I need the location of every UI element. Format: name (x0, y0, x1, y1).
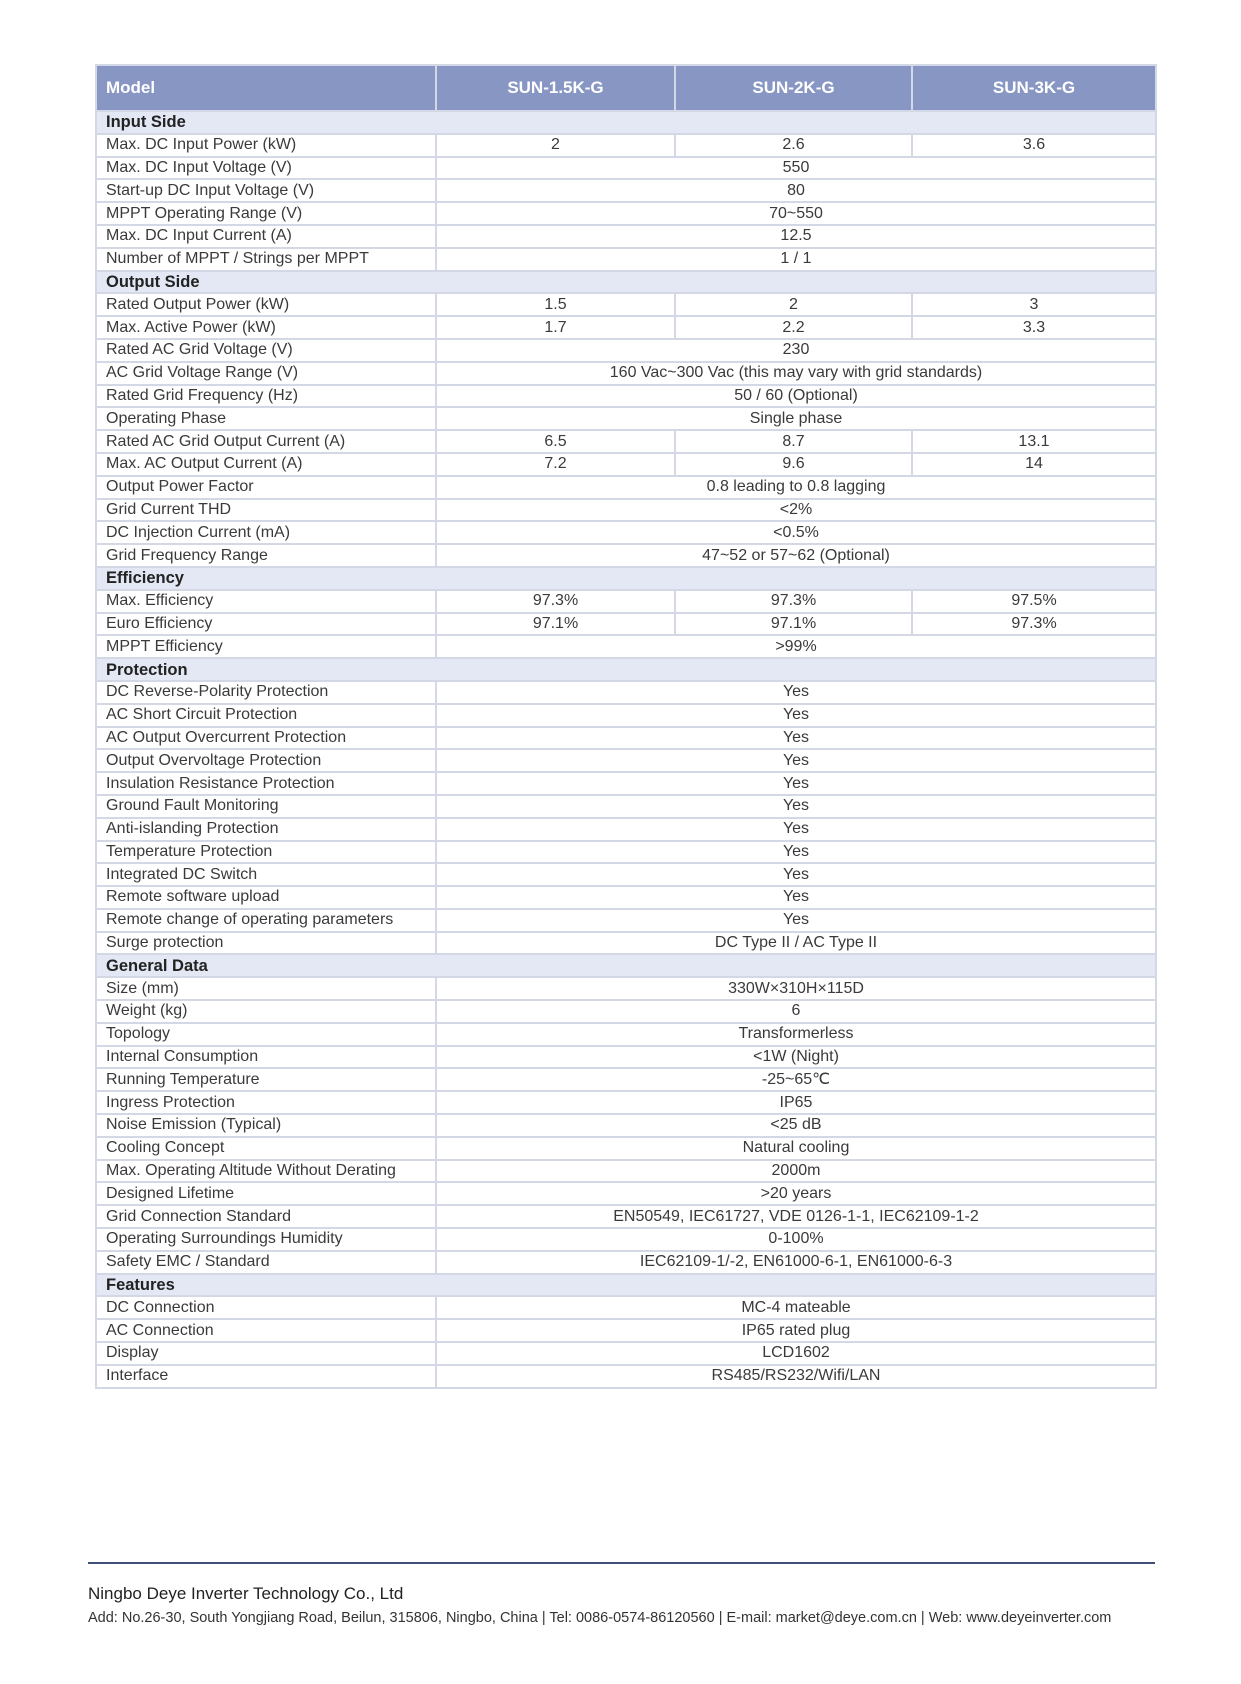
row-value: 80 (436, 179, 1156, 202)
table-row (96, 499, 1156, 522)
row-label: Internal Consumption (96, 1046, 436, 1069)
table-row (96, 1342, 1156, 1365)
row-label: Temperature Protection (96, 841, 436, 864)
table-row (96, 1319, 1156, 1342)
table-row (96, 316, 1156, 339)
table-row (96, 339, 1156, 362)
row-label: Max. AC Output Current (A) (96, 453, 436, 476)
row-label: DC Connection (96, 1296, 436, 1319)
table-row (96, 681, 1156, 704)
row-label: Safety EMC / Standard (96, 1251, 436, 1274)
section-title: Input Side (96, 111, 1156, 134)
row-value: Natural cooling (436, 1137, 1156, 1160)
row-value: 1 / 1 (436, 248, 1156, 271)
row-label: Grid Frequency Range (96, 544, 436, 567)
table-row (96, 157, 1156, 180)
row-label: Designed Lifetime (96, 1182, 436, 1205)
row-value: 47~52 or 57~62 (Optional) (436, 544, 1156, 567)
table-row (96, 521, 1156, 544)
row-label: Running Temperature (96, 1068, 436, 1091)
row-value: Yes (436, 704, 1156, 727)
row-value: 97.3% (912, 613, 1156, 636)
row-label: AC Output Overcurrent Protection (96, 727, 436, 750)
row-value: LCD1602 (436, 1342, 1156, 1365)
section-row (96, 658, 1156, 681)
table-row (96, 293, 1156, 316)
row-label: Max. Operating Altitude Without Derating (96, 1160, 436, 1183)
section-row (96, 1274, 1156, 1297)
row-value: Yes (436, 772, 1156, 795)
row-label: MPPT Operating Range (V) (96, 202, 436, 225)
row-value: 2 (436, 134, 675, 157)
row-value: 1.5 (436, 293, 675, 316)
row-label: Grid Current THD (96, 499, 436, 522)
row-value: Yes (436, 909, 1156, 932)
row-label: Noise Emission (Typical) (96, 1114, 436, 1137)
row-label: Number of MPPT / Strings per MPPT (96, 248, 436, 271)
row-label: Insulation Resistance Protection (96, 772, 436, 795)
section-title: Efficiency (96, 567, 1156, 590)
table-row (96, 863, 1156, 886)
row-value: IP65 (436, 1091, 1156, 1114)
table-header (96, 65, 1156, 111)
row-label: Start-up DC Input Voltage (V) (96, 179, 436, 202)
row-value: MC-4 mateable (436, 1296, 1156, 1319)
row-label: Operating Phase (96, 407, 436, 430)
spec-table (95, 64, 1157, 1389)
row-value: Yes (436, 841, 1156, 864)
row-label: Surge protection (96, 932, 436, 955)
table-row (96, 1046, 1156, 1069)
company-name: Ningbo Deye Inverter Technology Co., Ltd (88, 1584, 404, 1603)
row-value: <2% (436, 499, 1156, 522)
row-value: 2.6 (675, 134, 912, 157)
table-row (96, 1296, 1156, 1319)
row-value: 97.3% (675, 590, 912, 613)
row-label: Anti-islanding Protection (96, 818, 436, 841)
table-row (96, 635, 1156, 658)
row-value: 13.1 (912, 430, 1156, 453)
table-row (96, 727, 1156, 750)
table-row (96, 476, 1156, 499)
row-label: Remote software upload (96, 886, 436, 909)
row-value: Yes (436, 886, 1156, 909)
section-row (96, 567, 1156, 590)
row-value: 12.5 (436, 225, 1156, 248)
table-row (96, 385, 1156, 408)
section-title: Features (96, 1274, 1156, 1297)
table-row (96, 1205, 1156, 1228)
section-title: General Data (96, 954, 1156, 977)
row-value: 2.2 (675, 316, 912, 339)
table-row (96, 977, 1156, 1000)
row-label: Euro Efficiency (96, 613, 436, 636)
section-row (96, 111, 1156, 134)
table-row (96, 841, 1156, 864)
row-label: Max. Active Power (kW) (96, 316, 436, 339)
row-label: AC Grid Voltage Range (V) (96, 362, 436, 385)
row-value: 6.5 (436, 430, 675, 453)
row-value: 0-100% (436, 1228, 1156, 1251)
row-label: Ingress Protection (96, 1091, 436, 1114)
row-label: Max. DC Input Power (kW) (96, 134, 436, 157)
row-label: Topology (96, 1023, 436, 1046)
row-value: 1.7 (436, 316, 675, 339)
table-row (96, 407, 1156, 430)
row-value: IP65 rated plug (436, 1319, 1156, 1342)
row-value: <0.5% (436, 521, 1156, 544)
row-value: Yes (436, 795, 1156, 818)
row-value: 50 / 60 (Optional) (436, 385, 1156, 408)
row-value: 230 (436, 339, 1156, 362)
table-row (96, 1160, 1156, 1183)
table-row (96, 225, 1156, 248)
row-label: Rated Output Power (kW) (96, 293, 436, 316)
table-row (96, 134, 1156, 157)
row-value: 3 (912, 293, 1156, 316)
row-value: 2 (675, 293, 912, 316)
row-label: DC Reverse-Polarity Protection (96, 681, 436, 704)
row-value: 70~550 (436, 202, 1156, 225)
row-value: 3.3 (912, 316, 1156, 339)
table-row (96, 613, 1156, 636)
row-value: 7.2 (436, 453, 675, 476)
row-value: 97.5% (912, 590, 1156, 613)
header-col-1: SUN-1.5K-G (436, 65, 675, 111)
table-row (96, 795, 1156, 818)
table-row (96, 818, 1156, 841)
row-label: Cooling Concept (96, 1137, 436, 1160)
row-value: EN50549, IEC61727, VDE 0126-1-1, IEC62109-1-2 (436, 1205, 1156, 1228)
table-row (96, 430, 1156, 453)
row-value: 3.6 (912, 134, 1156, 157)
row-label: Size (mm) (96, 977, 436, 1000)
row-value: Yes (436, 749, 1156, 772)
row-value: >20 years (436, 1182, 1156, 1205)
header-col-2: SUN-2K-G (675, 65, 912, 111)
row-value: DC Type II / AC Type II (436, 932, 1156, 955)
row-value: Transformerless (436, 1023, 1156, 1046)
row-label: AC Connection (96, 1319, 436, 1342)
row-label: Grid Connection Standard (96, 1205, 436, 1228)
table-row (96, 932, 1156, 955)
row-label: AC Short Circuit Protection (96, 704, 436, 727)
row-value: 97.1% (675, 613, 912, 636)
row-label: Output Overvoltage Protection (96, 749, 436, 772)
row-value: 6 (436, 1000, 1156, 1023)
row-value: Yes (436, 727, 1156, 750)
row-label: Max. Efficiency (96, 590, 436, 613)
table-row (96, 1182, 1156, 1205)
table-row (96, 749, 1156, 772)
header-model: Model (96, 65, 436, 111)
section-title: Output Side (96, 271, 1156, 294)
row-label: Interface (96, 1365, 436, 1388)
row-value: 330W×310H×115D (436, 977, 1156, 1000)
row-value: 14 (912, 453, 1156, 476)
table-body (96, 111, 1156, 1388)
row-value: Yes (436, 818, 1156, 841)
table-row (96, 590, 1156, 613)
row-label: DC Injection Current (mA) (96, 521, 436, 544)
row-value: 0.8 leading to 0.8 lagging (436, 476, 1156, 499)
header-col-3: SUN-3K-G (912, 65, 1156, 111)
table-row (96, 179, 1156, 202)
header-row (96, 65, 1156, 111)
row-value: 550 (436, 157, 1156, 180)
row-value: Yes (436, 863, 1156, 886)
row-label: Max. DC Input Voltage (V) (96, 157, 436, 180)
row-value: RS485/RS232/Wifi/LAN (436, 1365, 1156, 1388)
section-row (96, 271, 1156, 294)
footer-divider (88, 1562, 1155, 1564)
table-row (96, 909, 1156, 932)
table-row (96, 544, 1156, 567)
table-row (96, 453, 1156, 476)
table-row (96, 1228, 1156, 1251)
section-title: Protection (96, 658, 1156, 681)
table-row (96, 1068, 1156, 1091)
row-label: Rated AC Grid Voltage (V) (96, 339, 436, 362)
table-row (96, 772, 1156, 795)
table-row (96, 362, 1156, 385)
table-row (96, 1023, 1156, 1046)
row-label: Operating Surroundings Humidity (96, 1228, 436, 1251)
row-value: Single phase (436, 407, 1156, 430)
row-label: Weight (kg) (96, 1000, 436, 1023)
row-value: 97.1% (436, 613, 675, 636)
row-label: Rated AC Grid Output Current (A) (96, 430, 436, 453)
table-row (96, 202, 1156, 225)
row-value: >99% (436, 635, 1156, 658)
table-row (96, 1137, 1156, 1160)
row-value: <25 dB (436, 1114, 1156, 1137)
row-value: 160 Vac~300 Vac (this may vary with grid standards) (436, 362, 1156, 385)
row-value: Yes (436, 681, 1156, 704)
row-label: Display (96, 1342, 436, 1365)
table-row (96, 1114, 1156, 1137)
row-label: Remote change of operating parameters (96, 909, 436, 932)
table-row (96, 1000, 1156, 1023)
row-value: -25~65℃ (436, 1068, 1156, 1091)
row-label: MPPT Efficiency (96, 635, 436, 658)
row-value: 2000m (436, 1160, 1156, 1183)
row-label: Ground Fault Monitoring (96, 795, 436, 818)
table-row (96, 248, 1156, 271)
table-row (96, 1091, 1156, 1114)
row-value: 8.7 (675, 430, 912, 453)
row-label: Output Power Factor (96, 476, 436, 499)
section-row (96, 954, 1156, 977)
row-label: Max. DC Input Current (A) (96, 225, 436, 248)
table-row (96, 1251, 1156, 1274)
row-value: IEC62109-1/-2, EN61000-6-1, EN61000-6-3 (436, 1251, 1156, 1274)
table-row (96, 886, 1156, 909)
row-value: 9.6 (675, 453, 912, 476)
table-row (96, 1365, 1156, 1388)
contact-line: Add: No.26-30, South Yongjiang Road, Beilun, 315806, Ningbo, China | Tel: 0086-0574-86120560 | E-mail: market@deye.com.cn | Web: www.deyeinverter.com (88, 1610, 1112, 1626)
row-label: Integrated DC Switch (96, 863, 436, 886)
table-row (96, 704, 1156, 727)
row-value: <1W (Night) (436, 1046, 1156, 1069)
row-value: 97.3% (436, 590, 675, 613)
row-label: Rated Grid Frequency (Hz) (96, 385, 436, 408)
